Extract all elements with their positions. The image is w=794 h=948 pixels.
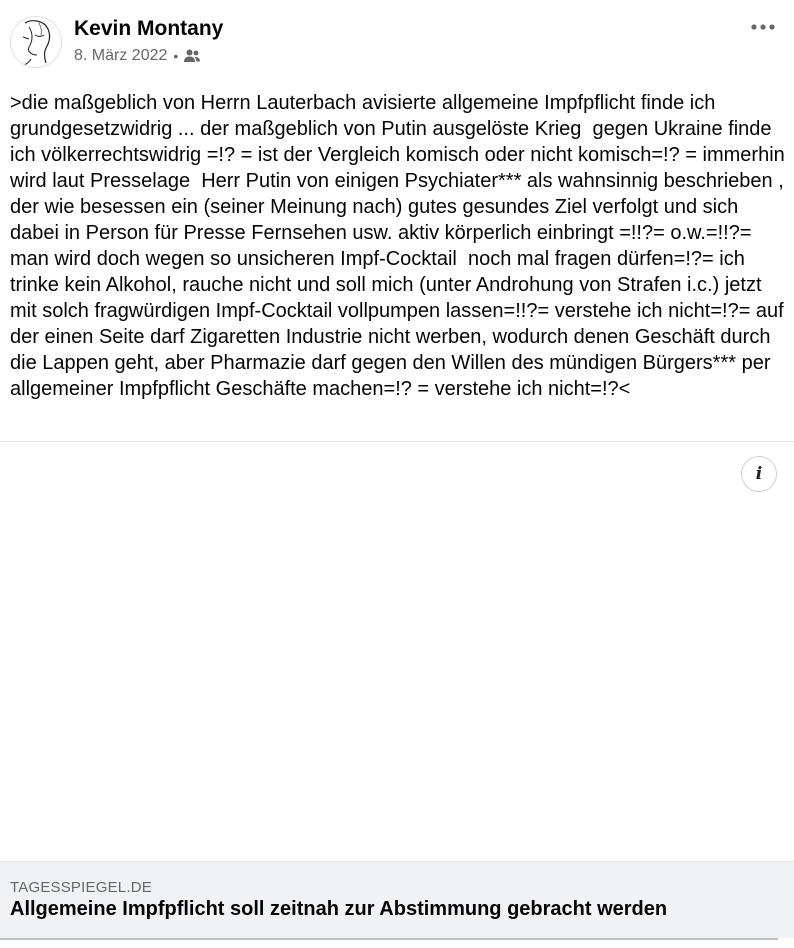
- divider: [0, 938, 778, 940]
- more-options-button[interactable]: [746, 14, 780, 40]
- link-domain: TAGESSPIEGEL.DE: [10, 879, 152, 896]
- more-horizontal-icon: [751, 24, 775, 30]
- info-button[interactable]: i: [741, 456, 777, 492]
- post-header: [0, 0, 794, 80]
- friends-icon[interactable]: [183, 48, 201, 64]
- post-meta: [74, 45, 201, 67]
- avatar-sketch-icon: [11, 17, 61, 67]
- meta-separator: •: [173, 48, 179, 64]
- author-name[interactable]: Kevin Montany: [74, 17, 224, 40]
- link-preview-image[interactable]: [0, 442, 794, 861]
- post-text: >die maßgeblich von Herrn Lauterbach avisierte allgemeine Impfpflicht finde ich grundgesetzwidrig ... der maßgeblich von Putin ausgelöste Krieg gegen Ukraine finde ich völkerrechtswidrig =!? = ist der Vergleich komisch oder nicht komisch=!? = immerhin wird laut Presselage Herr Putin von einigen Psychiater*** als wahnsinnig beschrieben , der wie besessen ein (seiner Meinung nach) gutes gesundes Ziel verfolgt und sich dabei in Person für Presse Fernsehen usw. aktiv körperlich einbringt =!!?= o.w.=!!?= man wird doch wegen so unsicheren Impf-Cocktail noch mal fragen dürfen=!?= ich trinke kein Alkohol, rauche nicht und soll mich (unter Androhung von Strafen i.c.) jetzt mit solch fragwürdigen Impf-Cocktail vollpumpen lassen=!!?= verstehe ich nicht=!?= auf der einen Seite darf Zigaretten Industrie nicht werben, wodurch denen Geschäft durch die Lappen geht, aber Pharmazie darf gegen den Willen des mündigen Bürgers*** per allgemeiner Impfpflicht Geschäfte machen=!? = verstehe ich nicht=!?<: [10, 92, 791, 400]
- link-preview-card[interactable]: [0, 861, 794, 938]
- post-date[interactable]: 8. März 2022: [74, 47, 168, 64]
- avatar[interactable]: [10, 16, 62, 68]
- link-title[interactable]: Allgemeine Impfpflicht soll zeitnah zur Abstimmung gebracht werden: [10, 898, 668, 920]
